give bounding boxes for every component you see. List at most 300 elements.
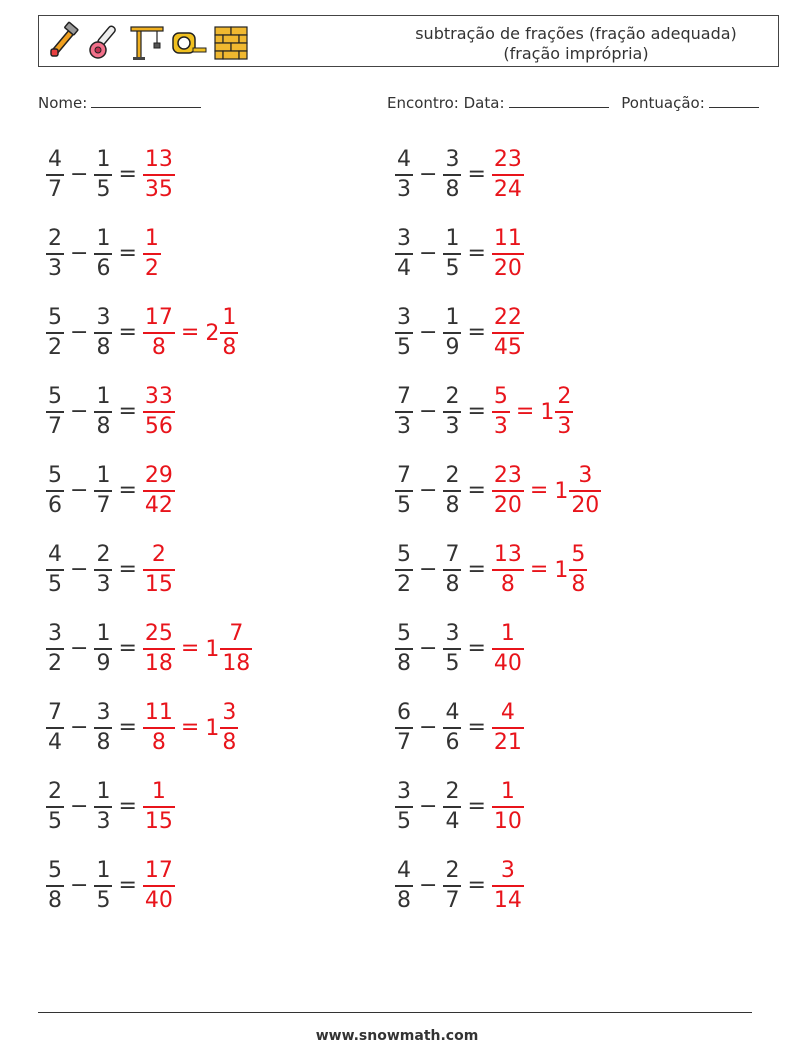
fraction-a-denominator: 3 bbox=[397, 177, 411, 202]
answer bbox=[492, 620, 524, 678]
fraction-a-numerator: 3 bbox=[48, 621, 62, 646]
fraction-b bbox=[443, 541, 461, 599]
answer-fraction-denominator: 45 bbox=[493, 335, 522, 360]
answer-fraction bbox=[143, 462, 175, 520]
equals-sign: = bbox=[467, 715, 486, 740]
fraction-a bbox=[46, 462, 64, 520]
mixed-denominator: 8 bbox=[222, 730, 237, 755]
tower-crane-icon bbox=[129, 21, 165, 61]
answer-fraction-numerator: 25 bbox=[144, 621, 173, 646]
answer-fraction-denominator: 42 bbox=[144, 493, 173, 518]
answer-fraction-denominator: 18 bbox=[144, 651, 173, 676]
fraction-b-denominator: 5 bbox=[445, 651, 460, 676]
answer-fraction-denominator: 20 bbox=[493, 493, 522, 518]
answer-fraction-numerator: 23 bbox=[493, 463, 522, 488]
answer-fraction-numerator: 13 bbox=[493, 542, 522, 567]
answer bbox=[143, 778, 175, 836]
answer bbox=[143, 541, 175, 599]
problem-row bbox=[46, 538, 175, 602]
fraction-b-numerator: 2 bbox=[445, 463, 460, 488]
mixed-denominator: 20 bbox=[571, 493, 600, 518]
fraction-a-denominator: 6 bbox=[48, 493, 62, 518]
mixed-fraction bbox=[555, 383, 573, 441]
answer bbox=[492, 541, 587, 599]
name-blank[interactable] bbox=[91, 93, 201, 108]
answer bbox=[143, 304, 238, 362]
answer-fraction-numerator: 4 bbox=[500, 700, 515, 725]
problem-row bbox=[46, 380, 175, 444]
title-line-1: subtração de frações (fração adequada) bbox=[415, 24, 737, 43]
fraction-b-denominator: 8 bbox=[96, 730, 111, 755]
fraction-b bbox=[94, 304, 112, 362]
fraction-a-numerator: 3 bbox=[397, 305, 411, 330]
fraction-b-denominator: 5 bbox=[96, 177, 111, 202]
answer bbox=[143, 225, 161, 283]
fraction-a bbox=[395, 620, 413, 678]
fraction-a-denominator: 7 bbox=[397, 730, 411, 755]
fraction-a-numerator: 7 bbox=[397, 384, 411, 409]
minus-sign: − bbox=[419, 241, 438, 266]
mixed-denominator: 3 bbox=[557, 414, 572, 439]
minus-sign: − bbox=[419, 320, 438, 345]
mixed-fraction bbox=[220, 699, 238, 757]
minus-sign: − bbox=[70, 478, 89, 503]
minus-sign: − bbox=[419, 794, 438, 819]
answer bbox=[492, 225, 524, 283]
problem-row bbox=[395, 143, 524, 207]
footer-divider bbox=[38, 1012, 752, 1013]
answer bbox=[143, 699, 238, 757]
fraction-b bbox=[443, 699, 461, 757]
fraction-a-numerator: 5 bbox=[48, 305, 62, 330]
fraction-b-numerator: 1 bbox=[96, 463, 111, 488]
name-label: Nome: bbox=[38, 94, 88, 112]
answer-equals-sign: = bbox=[529, 478, 549, 503]
fraction-a-denominator: 4 bbox=[397, 256, 411, 281]
fraction-a bbox=[395, 778, 413, 836]
fraction-a-numerator: 4 bbox=[48, 542, 62, 567]
fraction-a-numerator: 5 bbox=[397, 621, 411, 646]
minus-sign: − bbox=[70, 399, 89, 424]
minus-sign: − bbox=[70, 636, 89, 661]
equals-sign: = bbox=[118, 873, 137, 898]
fraction-b-denominator: 6 bbox=[96, 256, 111, 281]
answer-fraction-numerator: 23 bbox=[493, 147, 522, 172]
answer-fraction-numerator: 17 bbox=[144, 858, 173, 883]
mixed-numerator: 1 bbox=[222, 305, 237, 330]
problem-row bbox=[46, 854, 175, 918]
answer-fraction-numerator: 13 bbox=[144, 147, 173, 172]
answer-fraction-denominator: 2 bbox=[144, 256, 159, 281]
minus-sign: − bbox=[419, 478, 438, 503]
fraction-a-denominator: 8 bbox=[397, 888, 411, 913]
fraction-a-numerator: 2 bbox=[48, 226, 62, 251]
answer-fraction-denominator: 24 bbox=[493, 177, 522, 202]
answer-fraction bbox=[492, 541, 524, 599]
problem-row bbox=[395, 380, 573, 444]
answer bbox=[492, 857, 524, 915]
fraction-a bbox=[46, 620, 64, 678]
answer-fraction-denominator: 8 bbox=[151, 730, 166, 755]
fraction-b-numerator: 4 bbox=[445, 700, 460, 725]
fraction-b bbox=[94, 857, 112, 915]
answer-fraction bbox=[492, 304, 524, 362]
fraction-b-numerator: 2 bbox=[96, 542, 111, 567]
mixed-numerator: 5 bbox=[571, 542, 586, 567]
answer-fraction-numerator: 29 bbox=[144, 463, 173, 488]
mixed-fraction bbox=[220, 304, 238, 362]
minus-sign: − bbox=[419, 399, 438, 424]
answer-fraction bbox=[143, 304, 175, 362]
fraction-a-numerator: 5 bbox=[48, 384, 62, 409]
fraction-b bbox=[443, 778, 461, 836]
answer-equals-sign: = bbox=[180, 636, 200, 661]
fraction-a-denominator: 5 bbox=[397, 809, 411, 834]
tape-measure-icon bbox=[171, 21, 207, 61]
worksheet-title bbox=[396, 24, 756, 64]
mixed-whole-number: 1 bbox=[205, 636, 220, 662]
minus-sign: − bbox=[70, 715, 89, 740]
answer-fraction bbox=[143, 778, 175, 836]
fraction-a-denominator: 5 bbox=[397, 335, 411, 360]
fraction-b-numerator: 3 bbox=[96, 305, 111, 330]
answer-fraction-denominator: 21 bbox=[493, 730, 522, 755]
fraction-b-numerator: 1 bbox=[96, 226, 111, 251]
fraction-a-numerator: 7 bbox=[48, 700, 62, 725]
problem-row bbox=[46, 459, 175, 523]
answer-fraction-numerator: 3 bbox=[500, 858, 515, 883]
equals-sign: = bbox=[467, 320, 486, 345]
fraction-b-numerator: 2 bbox=[445, 384, 460, 409]
minus-sign: − bbox=[419, 162, 438, 187]
fraction-a bbox=[395, 383, 413, 441]
answer-equals-sign: = bbox=[515, 399, 535, 424]
fraction-a-numerator: 3 bbox=[397, 226, 411, 251]
answer-fraction-denominator: 40 bbox=[493, 651, 522, 676]
footer-site[interactable]: www.snowmath.com bbox=[315, 1028, 479, 1044]
minus-sign: − bbox=[419, 636, 438, 661]
fraction-a bbox=[395, 146, 413, 204]
problem-row bbox=[46, 775, 175, 839]
fraction-a-denominator: 3 bbox=[397, 414, 411, 439]
minus-sign: − bbox=[419, 715, 438, 740]
answer bbox=[143, 146, 175, 204]
name-field bbox=[38, 93, 201, 112]
fraction-b-denominator: 7 bbox=[96, 493, 111, 518]
equals-sign: = bbox=[118, 241, 137, 266]
fraction-a-denominator: 4 bbox=[48, 730, 62, 755]
answer-fraction bbox=[143, 383, 175, 441]
fraction-b-denominator: 7 bbox=[445, 888, 460, 913]
answer bbox=[492, 304, 524, 362]
problem-row bbox=[395, 538, 587, 602]
mixed-numerator: 2 bbox=[557, 384, 572, 409]
answer-fraction-numerator: 1 bbox=[151, 779, 166, 804]
problem-row bbox=[395, 459, 601, 523]
mixed-whole-number: 1 bbox=[540, 399, 555, 425]
minus-sign: − bbox=[70, 794, 89, 819]
fraction-a-numerator: 6 bbox=[397, 700, 411, 725]
equals-sign: = bbox=[467, 399, 486, 424]
equals-sign: = bbox=[118, 794, 137, 819]
answer-fraction-numerator: 11 bbox=[144, 700, 173, 725]
title-line-2: (fração imprópria) bbox=[503, 44, 649, 63]
fraction-a-numerator: 4 bbox=[397, 858, 411, 883]
answer bbox=[492, 462, 601, 520]
answer-fraction bbox=[143, 225, 161, 283]
problem-row bbox=[395, 617, 524, 681]
fraction-b-denominator: 9 bbox=[445, 335, 460, 360]
fraction-a-denominator: 7 bbox=[48, 414, 62, 439]
answer-fraction-numerator: 33 bbox=[144, 384, 173, 409]
fraction-b-denominator: 8 bbox=[445, 572, 460, 597]
answer-equals-sign: = bbox=[180, 320, 200, 345]
equals-sign: = bbox=[467, 794, 486, 819]
fraction-b bbox=[443, 857, 461, 915]
pipe-wrench-icon bbox=[45, 21, 81, 61]
problem-row bbox=[46, 222, 161, 286]
fraction-b-denominator: 8 bbox=[445, 493, 460, 518]
mixed-fraction bbox=[569, 462, 601, 520]
mixed-whole-number: 1 bbox=[554, 557, 569, 583]
answer-equals-sign: = bbox=[529, 557, 549, 582]
answer-fraction-denominator: 14 bbox=[493, 888, 522, 913]
fraction-b bbox=[94, 778, 112, 836]
answer bbox=[492, 383, 573, 441]
problem-row bbox=[46, 617, 252, 681]
minus-sign: − bbox=[70, 873, 89, 898]
answer-fraction-numerator: 22 bbox=[493, 305, 522, 330]
score-label: Pontuação: bbox=[621, 94, 705, 112]
fraction-a bbox=[395, 304, 413, 362]
answer-fraction bbox=[492, 778, 524, 836]
fraction-b-denominator: 4 bbox=[445, 809, 460, 834]
minus-sign: − bbox=[419, 873, 438, 898]
fraction-b-numerator: 1 bbox=[445, 226, 460, 251]
fraction-a bbox=[46, 225, 64, 283]
fraction-a-numerator: 4 bbox=[48, 147, 62, 172]
fraction-b-denominator: 8 bbox=[445, 177, 460, 202]
answer-fraction bbox=[492, 857, 524, 915]
fraction-a bbox=[46, 541, 64, 599]
fraction-a-denominator: 2 bbox=[48, 335, 62, 360]
answer-fraction-numerator: 5 bbox=[493, 384, 508, 409]
date-blank[interactable] bbox=[509, 93, 609, 108]
fraction-a-numerator: 7 bbox=[397, 463, 411, 488]
answer-fraction-numerator: 1 bbox=[500, 779, 515, 804]
mixed-whole-number: 1 bbox=[554, 478, 569, 504]
fraction-a-numerator: 5 bbox=[48, 858, 62, 883]
equals-sign: = bbox=[467, 557, 486, 582]
answer bbox=[492, 778, 524, 836]
answer-equals-sign: = bbox=[180, 715, 200, 740]
fraction-b bbox=[443, 225, 461, 283]
fraction-b-denominator: 5 bbox=[96, 888, 111, 913]
fraction-b-denominator: 8 bbox=[96, 335, 111, 360]
fraction-a-denominator: 5 bbox=[397, 493, 411, 518]
answer-fraction-denominator: 20 bbox=[493, 256, 522, 281]
equals-sign: = bbox=[118, 162, 137, 187]
fraction-b-numerator: 2 bbox=[445, 779, 460, 804]
fraction-b-numerator: 1 bbox=[445, 305, 460, 330]
minus-sign: − bbox=[70, 557, 89, 582]
fraction-b bbox=[443, 383, 461, 441]
answer-fraction-denominator: 10 bbox=[493, 809, 522, 834]
fraction-a bbox=[395, 857, 413, 915]
fraction-b-denominator: 6 bbox=[445, 730, 460, 755]
answer-fraction bbox=[492, 225, 524, 283]
answer-fraction-numerator: 2 bbox=[151, 542, 166, 567]
fraction-a bbox=[46, 146, 64, 204]
answer-fraction-denominator: 15 bbox=[144, 809, 173, 834]
equals-sign: = bbox=[118, 320, 137, 345]
fraction-b-numerator: 3 bbox=[445, 147, 460, 172]
problem-row bbox=[395, 222, 524, 286]
problem-row bbox=[395, 775, 524, 839]
answer bbox=[143, 857, 175, 915]
fraction-b bbox=[94, 146, 112, 204]
answer bbox=[143, 620, 252, 678]
fraction-a-denominator: 5 bbox=[48, 572, 62, 597]
fraction-b-denominator: 3 bbox=[96, 809, 111, 834]
equals-sign: = bbox=[467, 241, 486, 266]
fraction-b bbox=[443, 146, 461, 204]
mixed-denominator: 8 bbox=[222, 335, 237, 360]
minus-sign: − bbox=[70, 162, 89, 187]
fraction-a-denominator: 2 bbox=[397, 572, 411, 597]
fraction-b-numerator: 1 bbox=[96, 858, 111, 883]
fraction-a-denominator: 2 bbox=[48, 651, 62, 676]
fraction-a-numerator: 4 bbox=[397, 147, 411, 172]
fraction-b-numerator: 3 bbox=[445, 621, 460, 646]
answer-fraction-denominator: 56 bbox=[144, 414, 173, 439]
chainsaw-icon bbox=[87, 21, 123, 61]
fraction-a-denominator: 8 bbox=[397, 651, 411, 676]
fraction-b-numerator: 1 bbox=[96, 621, 111, 646]
fraction-b-numerator: 2 bbox=[445, 858, 460, 883]
meeting-date-label: Encontro: Data: bbox=[387, 94, 505, 112]
answer bbox=[492, 699, 524, 757]
worksheet-header bbox=[38, 15, 779, 67]
minus-sign: − bbox=[70, 320, 89, 345]
mixed-numerator: 7 bbox=[229, 621, 244, 646]
equals-sign: = bbox=[118, 715, 137, 740]
problem-row bbox=[395, 301, 524, 365]
answer-fraction-numerator: 11 bbox=[493, 226, 522, 251]
fraction-a-denominator: 8 bbox=[48, 888, 62, 913]
fraction-b-denominator: 9 bbox=[96, 651, 111, 676]
fraction-a bbox=[46, 383, 64, 441]
answer-fraction bbox=[143, 146, 175, 204]
problem-row bbox=[395, 854, 524, 918]
answer-fraction bbox=[492, 462, 524, 520]
fraction-b-denominator: 8 bbox=[96, 414, 111, 439]
answer bbox=[143, 383, 175, 441]
equals-sign: = bbox=[118, 478, 137, 503]
meeting-score-fields bbox=[387, 93, 759, 112]
answer-fraction-numerator: 1 bbox=[500, 621, 515, 646]
equals-sign: = bbox=[118, 399, 137, 424]
fraction-a-denominator: 5 bbox=[48, 809, 62, 834]
fraction-b bbox=[94, 462, 112, 520]
answer-fraction bbox=[143, 699, 175, 757]
problem-row bbox=[46, 696, 238, 760]
fraction-b bbox=[94, 541, 112, 599]
fraction-b bbox=[443, 620, 461, 678]
mixed-numerator: 3 bbox=[222, 700, 237, 725]
fraction-b bbox=[94, 225, 112, 283]
answer-fraction-denominator: 8 bbox=[500, 572, 515, 597]
fraction-a-numerator: 5 bbox=[397, 542, 411, 567]
fraction-b bbox=[94, 699, 112, 757]
mixed-fraction bbox=[220, 620, 252, 678]
fraction-a bbox=[46, 778, 64, 836]
fraction-a bbox=[46, 304, 64, 362]
fraction-b-numerator: 3 bbox=[96, 700, 111, 725]
fraction-a bbox=[395, 699, 413, 757]
fraction-b-numerator: 1 bbox=[96, 147, 111, 172]
answer-fraction-denominator: 40 bbox=[144, 888, 173, 913]
answer bbox=[492, 146, 524, 204]
fraction-a-denominator: 3 bbox=[48, 256, 62, 281]
fraction-b-numerator: 1 bbox=[96, 384, 111, 409]
answer-fraction bbox=[143, 620, 175, 678]
problem-row bbox=[46, 143, 175, 207]
fraction-a-numerator: 5 bbox=[48, 463, 62, 488]
equals-sign: = bbox=[467, 478, 486, 503]
fraction-b bbox=[94, 620, 112, 678]
fraction-b-denominator: 5 bbox=[445, 256, 460, 281]
fraction-a bbox=[46, 857, 64, 915]
answer-fraction-denominator: 3 bbox=[493, 414, 508, 439]
fraction-b-numerator: 1 bbox=[96, 779, 111, 804]
answer-fraction bbox=[492, 620, 524, 678]
mixed-denominator: 18 bbox=[222, 651, 251, 676]
fraction-a bbox=[395, 462, 413, 520]
brick-wall-icon bbox=[213, 21, 249, 61]
answer-fraction-denominator: 15 bbox=[144, 572, 173, 597]
header-icons bbox=[45, 21, 249, 61]
answer-fraction-numerator: 17 bbox=[144, 305, 173, 330]
mixed-whole-number: 1 bbox=[205, 715, 220, 741]
score-blank[interactable] bbox=[709, 93, 759, 108]
fraction-b bbox=[443, 462, 461, 520]
answer-fraction bbox=[143, 857, 175, 915]
answer-fraction-denominator: 35 bbox=[144, 177, 173, 202]
fraction-b-denominator: 3 bbox=[445, 414, 460, 439]
equals-sign: = bbox=[467, 873, 486, 898]
mixed-numerator: 3 bbox=[578, 463, 593, 488]
fraction-b-denominator: 3 bbox=[96, 572, 111, 597]
mixed-whole-number: 2 bbox=[205, 320, 220, 346]
answer bbox=[143, 462, 175, 520]
equals-sign: = bbox=[467, 162, 486, 187]
equals-sign: = bbox=[118, 557, 137, 582]
fraction-b bbox=[443, 304, 461, 362]
fraction-a-numerator: 3 bbox=[397, 779, 411, 804]
answer-fraction bbox=[492, 383, 510, 441]
fraction-a bbox=[395, 541, 413, 599]
mixed-denominator: 8 bbox=[571, 572, 586, 597]
fraction-b-numerator: 7 bbox=[445, 542, 460, 567]
answer-fraction-numerator: 1 bbox=[144, 226, 159, 251]
fraction-a-numerator: 2 bbox=[48, 779, 62, 804]
answer-fraction bbox=[492, 699, 524, 757]
fraction-a bbox=[46, 699, 64, 757]
problem-row bbox=[46, 301, 238, 365]
equals-sign: = bbox=[467, 636, 486, 661]
fraction-b bbox=[94, 383, 112, 441]
